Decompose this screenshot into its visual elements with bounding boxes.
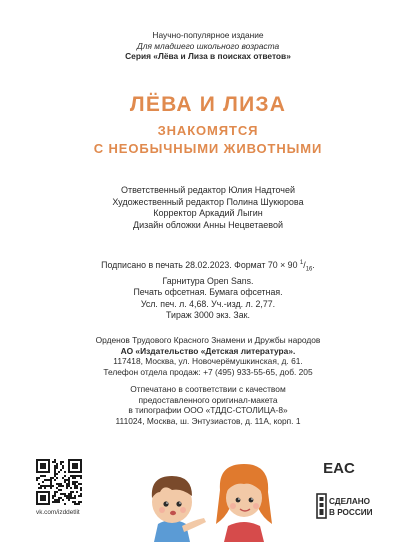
format-fraction-denominator: 16 bbox=[305, 266, 313, 273]
credits-block bbox=[0, 185, 416, 231]
credit-line: Корректор Аркадий Лыгин bbox=[153, 208, 263, 218]
printing-house-block bbox=[0, 384, 416, 426]
sheets-line: Усл. печ. л. 4,68. Уч.-изд. л. 2,77. bbox=[140, 298, 276, 309]
print-run-line: Тираж 3000 экз. Зак. bbox=[166, 309, 250, 320]
book-subtitle-1: ЗНАКОМЯТСЯ bbox=[157, 123, 259, 138]
qr-link-text[interactable]: vk.com/izddetlit bbox=[36, 509, 80, 516]
svg-text:EAC: EAC bbox=[323, 460, 355, 477]
eac-mark-icon bbox=[323, 457, 355, 477]
girl-figure-icon bbox=[216, 464, 272, 542]
publisher-block bbox=[0, 335, 416, 377]
publisher-name: АО «Издательство «Детская литература». bbox=[120, 345, 296, 356]
printing-address: 111024, Москва, ш. Энтузиастов, д. 11А, корп. 1 bbox=[115, 415, 301, 426]
age-group: Для младшего школьного возраста bbox=[136, 40, 280, 51]
print-signed-line: Подписано в печать 28.02.2023. Формат 70 × 90 $^1/_{16}$. bbox=[101, 259, 315, 273]
print-data-block bbox=[0, 258, 416, 321]
qr-code-icon[interactable] bbox=[36, 459, 82, 505]
book-subtitle-2: С НЕОБЫЧНЫМИ ЖИВОТНЫМИ bbox=[93, 141, 323, 156]
book-title: ЛЁВА И ЛИЗА bbox=[129, 93, 287, 116]
printing-line: в типографии ООО «ТДДС-СТОЛИЦА-8» bbox=[128, 405, 288, 416]
svg-text:СДЕЛАНО: СДЕЛАНО bbox=[329, 497, 371, 506]
kids-illustration bbox=[120, 440, 300, 542]
header-block bbox=[0, 30, 416, 62]
print-method-line: Печать офсетная. Бумага офсетная. bbox=[133, 287, 283, 298]
publisher-phone: Телефон отдела продаж: +7 (495) 933-55-65, доб. 205 bbox=[103, 366, 313, 377]
credit-line: Дизайн обложки Анны Нецветаевой bbox=[133, 219, 283, 230]
printing-line: Отпечатано в соответствии с качеством bbox=[130, 384, 286, 394]
made-in-russia-badge-icon bbox=[316, 492, 373, 520]
publisher-address: 117418, Москва, ул. Новочерёмушкинская, д. 61. bbox=[113, 356, 303, 367]
printing-line: предоставленного оригинал-макета bbox=[138, 394, 278, 405]
series-name: Серия «Лёва и Лиза в поисках ответов» bbox=[125, 51, 291, 61]
credit-line: Художественный редактор Полина Шукюрова bbox=[112, 196, 304, 207]
svg-text:В РОССИИ: В РОССИИ bbox=[329, 508, 373, 517]
publisher-awards: Орденов Трудового Красного Знамени и Дружбы народов bbox=[95, 335, 321, 345]
edition-type: Научно-популярное издание bbox=[152, 30, 264, 40]
boy-figure-icon bbox=[152, 476, 206, 542]
credit-line: Ответственный редактор Юлия Надточей bbox=[120, 185, 296, 195]
format-fraction-numerator: 1 bbox=[299, 260, 304, 266]
typeface-line: Гарнитура Open Sans. bbox=[162, 275, 254, 286]
